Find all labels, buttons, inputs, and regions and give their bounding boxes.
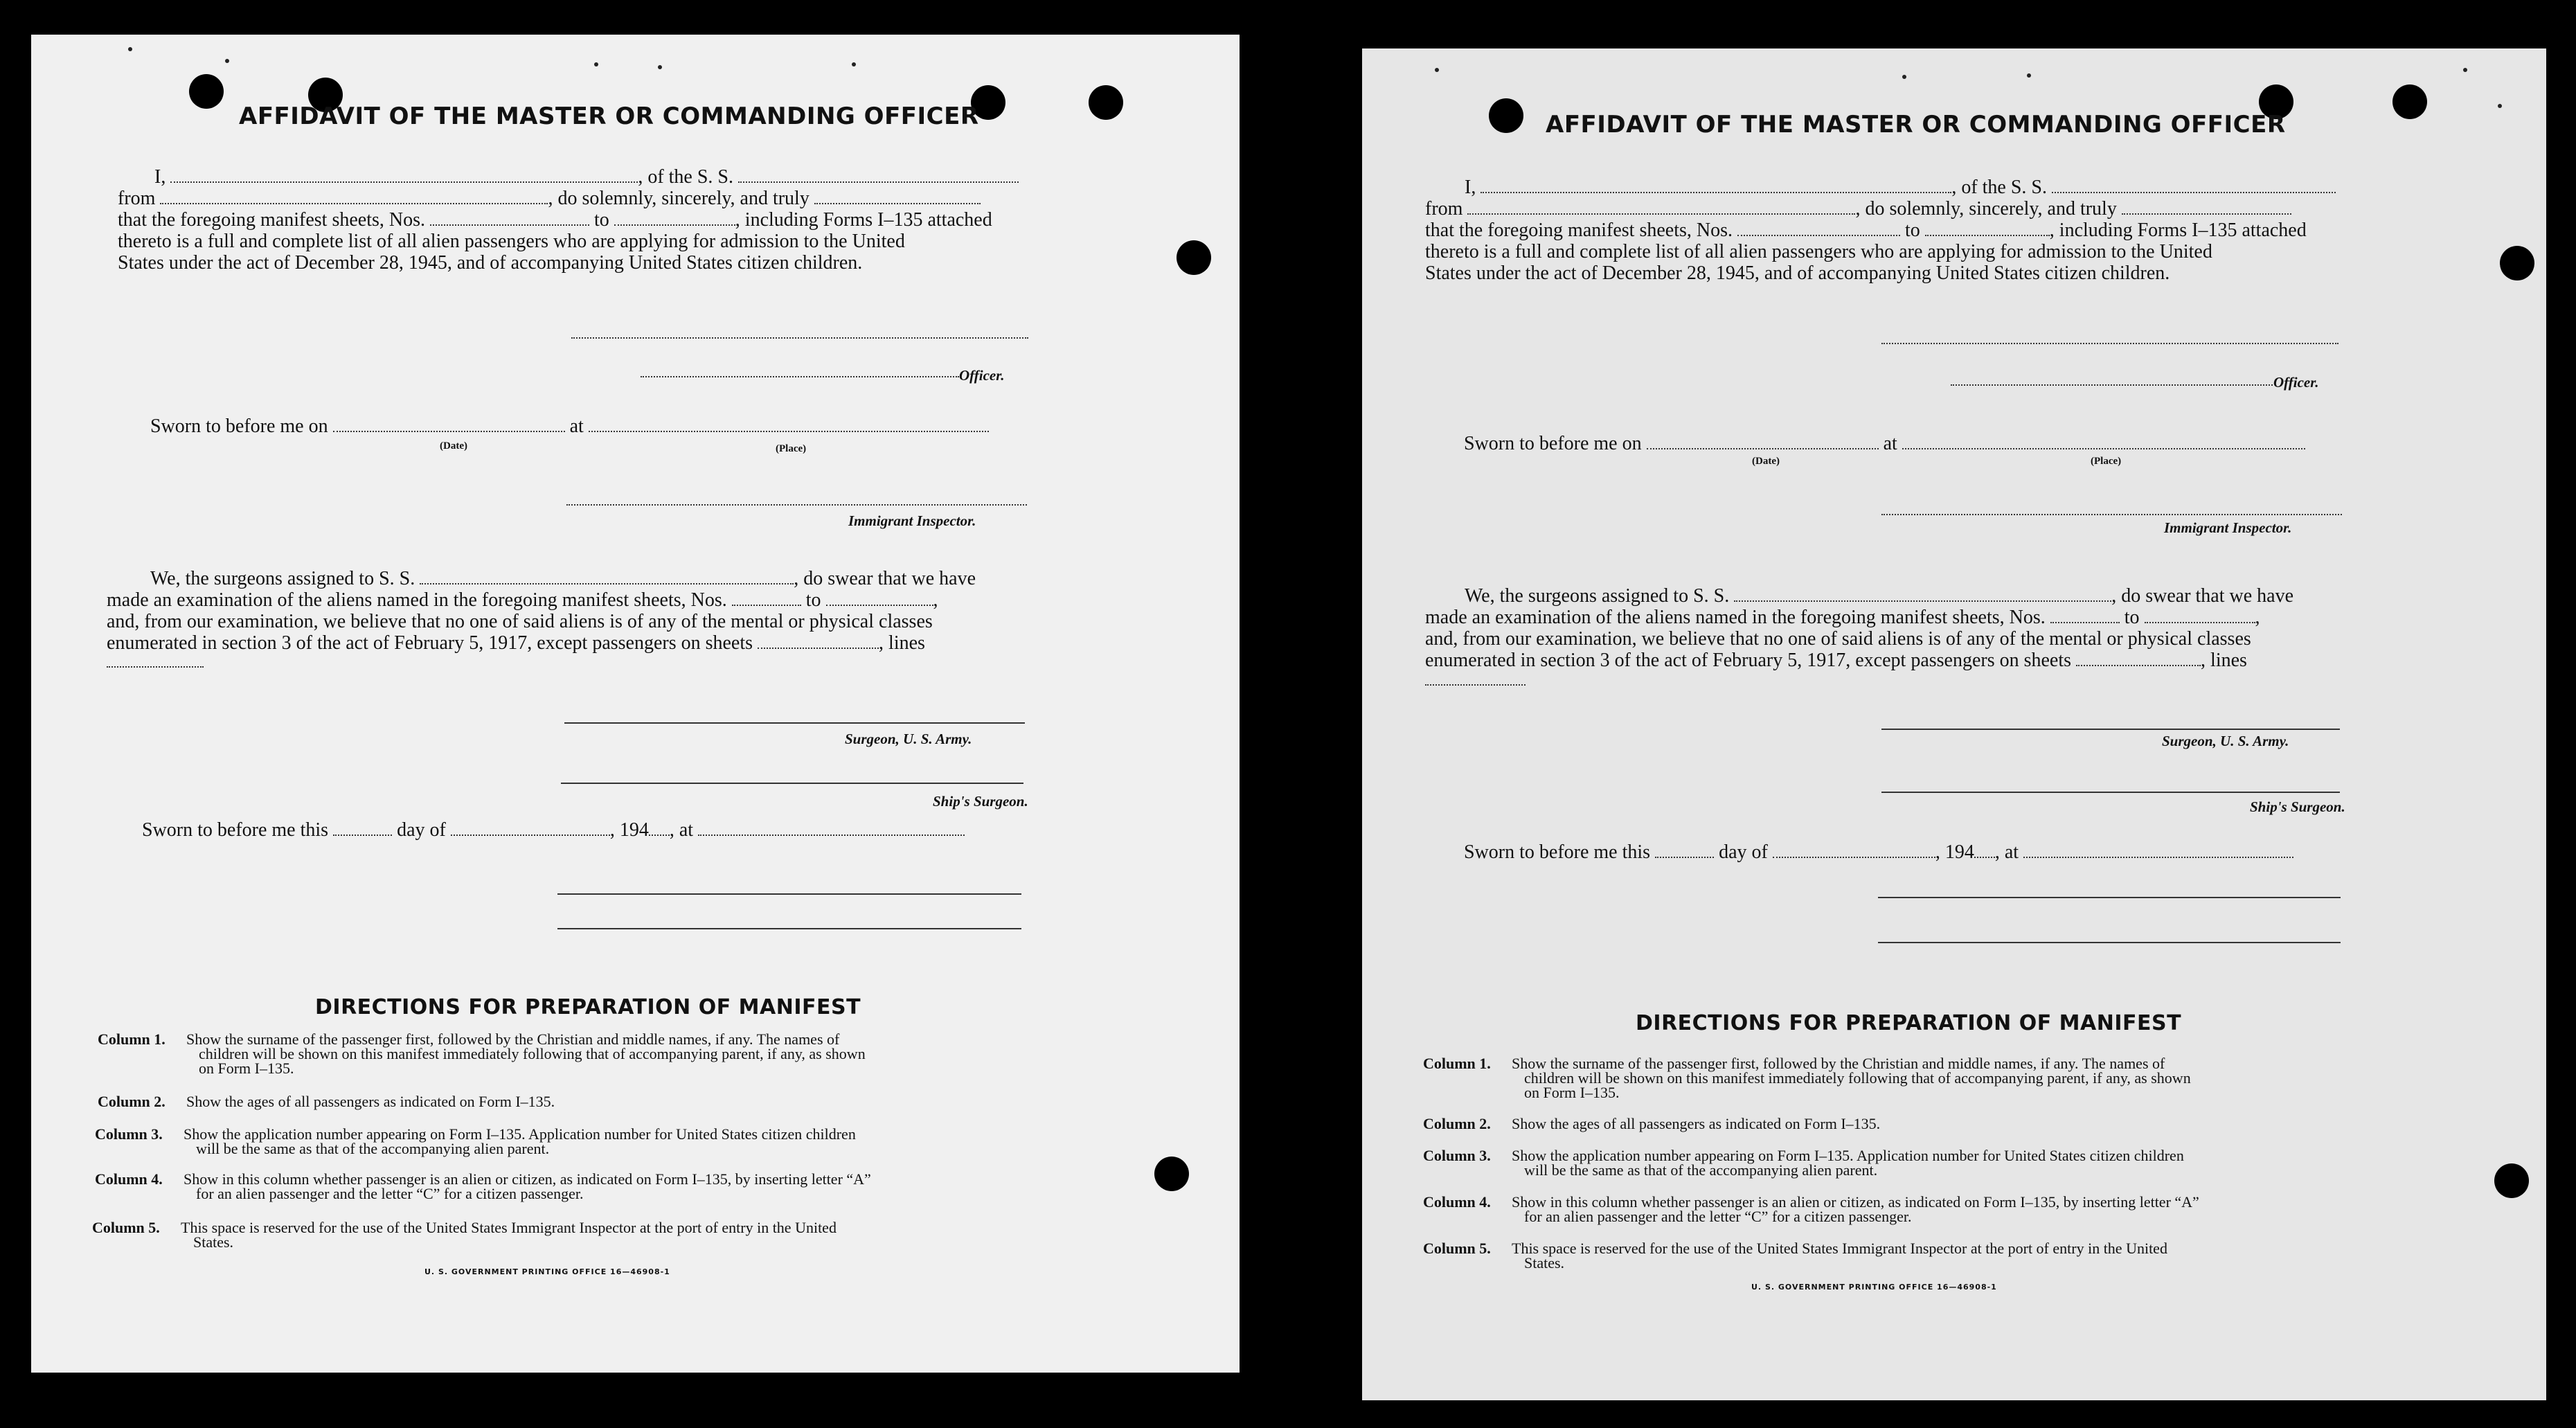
signature-line [566, 504, 1027, 506]
sworn-line-1: Sworn to before me on at [1464, 433, 2305, 454]
form-title: AFFIDAVIT OF THE MASTER OR COMMANDING OFFICER [239, 102, 979, 130]
direction-column-3: Column 3. Show the application number appearing on Form I–135. Application number for United States citizen children will be the same as that of the accompanying alien parent. [95, 1125, 856, 1157]
printing-office-footer: U. S. GOVERNMENT PRINTING OFFICE 16—46908-1 [424, 1267, 670, 1276]
signature-line [1951, 384, 2273, 386]
place-caption: (Place) [776, 443, 807, 454]
surgeon-line-4: enumerated in section 3 of the act of February 5, 1917, except passengers on sheets , lines [1425, 650, 2247, 671]
affidavit-line-3: that the foregoing manifest sheets, Nos. to , including Forms I–135 attached [118, 209, 992, 231]
surgeon-line-2: made an examination of the aliens named in the foregoing manifest sheets, Nos. to , [107, 589, 938, 611]
surgeon-line-3: and, from our examination, we believe that no one of said aliens is of any of the mental or physical classes [1425, 628, 2251, 650]
direction-column-2: Column 2. Show the ages of all passengers as indicated on Form I–135. [1423, 1115, 1881, 1132]
punch-hole [2500, 246, 2534, 280]
officer-caption: Officer. [959, 367, 1005, 384]
surgeon-army-caption: Surgeon, U. S. Army. [845, 731, 972, 747]
punch-hole [189, 74, 224, 109]
signature-line [1878, 897, 2341, 898]
direction-column-1: Column 1. Show the surname of the passenger first, followed by the Christian and middle names, if any. The names of children will be shown on this manifest immediately following that of accompanying parent, if any, as shown on Form I–135. [98, 1030, 866, 1077]
surgeon-line-2: made an examination of the aliens named in the foregoing manifest sheets, Nos. to , [1425, 607, 2260, 628]
affidavit-line-5: States under the act of December 28, 1945, and of accompanying United States citizen children. [118, 252, 863, 274]
surgeon-line-3: and, from our examination, we believe that no one of said aliens is of any of the mental or physical classes [107, 611, 933, 632]
date-caption: (Date) [440, 440, 467, 452]
affidavit-line-2: from , do solemnly, sincerely, and truly [1425, 198, 2291, 220]
signature-line [1881, 514, 2342, 515]
signature-line [571, 337, 1028, 339]
punch-hole [1154, 1157, 1189, 1191]
form-sheet-left [31, 35, 1240, 1373]
signature-line [561, 783, 1023, 784]
signature-line [1878, 942, 2341, 943]
officer-caption: Officer. [2273, 374, 2319, 391]
affidavit-line-5: States under the act of December 28, 1945, and of accompanying United States citizen children. [1425, 262, 2170, 284]
punch-hole [2494, 1163, 2529, 1198]
ships-surgeon-caption: Ship's Surgeon. [933, 793, 1028, 810]
affidavit-line-1: I, , of the S. S. [154, 166, 1019, 188]
punch-hole [2392, 84, 2427, 119]
place-caption: (Place) [2091, 456, 2122, 467]
affidavit-line-2: from , do solemnly, sincerely, and truly [118, 188, 981, 209]
direction-column-5: Column 5. This space is reserved for the use of the United States Immigrant Inspector at the port of entry in the United States. [92, 1219, 837, 1251]
affidavit-line-3: that the foregoing manifest sheets, Nos. to , including Forms I–135 attached [1425, 220, 2307, 241]
printing-office-footer: U. S. GOVERNMENT PRINTING OFFICE 16—46908-1 [1751, 1283, 1997, 1292]
surgeon-line-1: We, the surgeons assigned to S. S. , do swear that we have [150, 568, 976, 589]
direction-column-4: Column 4. Show in this column whether passenger is an alien or citizen, as indicated on Form I–135, by inserting letter “A” for an alien passenger and the letter “C” for a citizen passenger. [95, 1170, 871, 1202]
form-sheet-right [1362, 48, 2546, 1400]
directions-title: DIRECTIONS FOR PREPARATION OF MANIFEST [1636, 1011, 2182, 1035]
direction-column-1: Column 1. Show the surname of the passenger first, followed by the Christian and middle names, if any. The names of children will be shown on this manifest immediately following that of accompanying parent, if any, as shown on Form I–135. [1423, 1055, 2191, 1101]
signature-line [557, 893, 1021, 895]
punch-hole [1177, 240, 1211, 275]
date-caption: (Date) [1752, 456, 1780, 467]
punch-hole [1489, 98, 1523, 133]
punch-hole [1089, 85, 1123, 120]
signature-line [564, 722, 1025, 724]
affidavit-line-4: thereto is a full and complete list of all alien passengers who are applying for admission to the United [118, 231, 905, 252]
signature-line [1881, 792, 2340, 793]
signature-line [1881, 729, 2340, 730]
affidavit-line-1: I, , of the S. S. [1465, 177, 2336, 198]
surgeon-line-1: We, the surgeons assigned to S. S. , do swear that we have [1465, 585, 2294, 607]
immigrant-inspector-caption: Immigrant Inspector. [2164, 519, 2292, 536]
surgeon-line-4: enumerated in section 3 of the act of February 5, 1917, except passengers on sheets , lines [107, 632, 925, 654]
directions-title: DIRECTIONS FOR PREPARATION OF MANIFEST [315, 995, 861, 1019]
signature-line [641, 376, 959, 377]
direction-column-2: Column 2. Show the ages of all passengers as indicated on Form I–135. [98, 1093, 555, 1110]
lines-blank [1425, 684, 1526, 686]
lines-blank [107, 666, 204, 668]
surgeon-army-caption: Surgeon, U. S. Army. [2162, 733, 2289, 749]
signature-line [557, 928, 1021, 929]
direction-column-5: Column 5. This space is reserved for the use of the United States Immigrant Inspector at the port of entry in the United States. [1423, 1240, 2167, 1271]
sworn-line-2: Sworn to before me this day of , 194 , at [142, 819, 965, 841]
ships-surgeon-caption: Ship's Surgeon. [2250, 798, 2345, 815]
sworn-line-2: Sworn to before me this day of , 194 , at [1464, 841, 2293, 863]
signature-line [1881, 343, 2338, 344]
sworn-line-1: Sworn to before me on at [150, 416, 989, 437]
affidavit-line-4: thereto is a full and complete list of all alien passengers who are applying for admission to the United [1425, 241, 2212, 262]
form-title: AFFIDAVIT OF THE MASTER OR COMMANDING OFFICER [1546, 111, 2286, 139]
direction-column-3: Column 3. Show the application number appearing on Form I–135. Application number for United States citizen children will be the same as that of the accompanying alien parent. [1423, 1147, 2184, 1179]
immigrant-inspector-caption: Immigrant Inspector. [848, 512, 976, 529]
direction-column-4: Column 4. Show in this column whether passenger is an alien or citizen, as indicated on Form I–135, by inserting letter “A” for an alien passenger and the letter “C” for a citizen passenger. [1423, 1193, 2199, 1225]
